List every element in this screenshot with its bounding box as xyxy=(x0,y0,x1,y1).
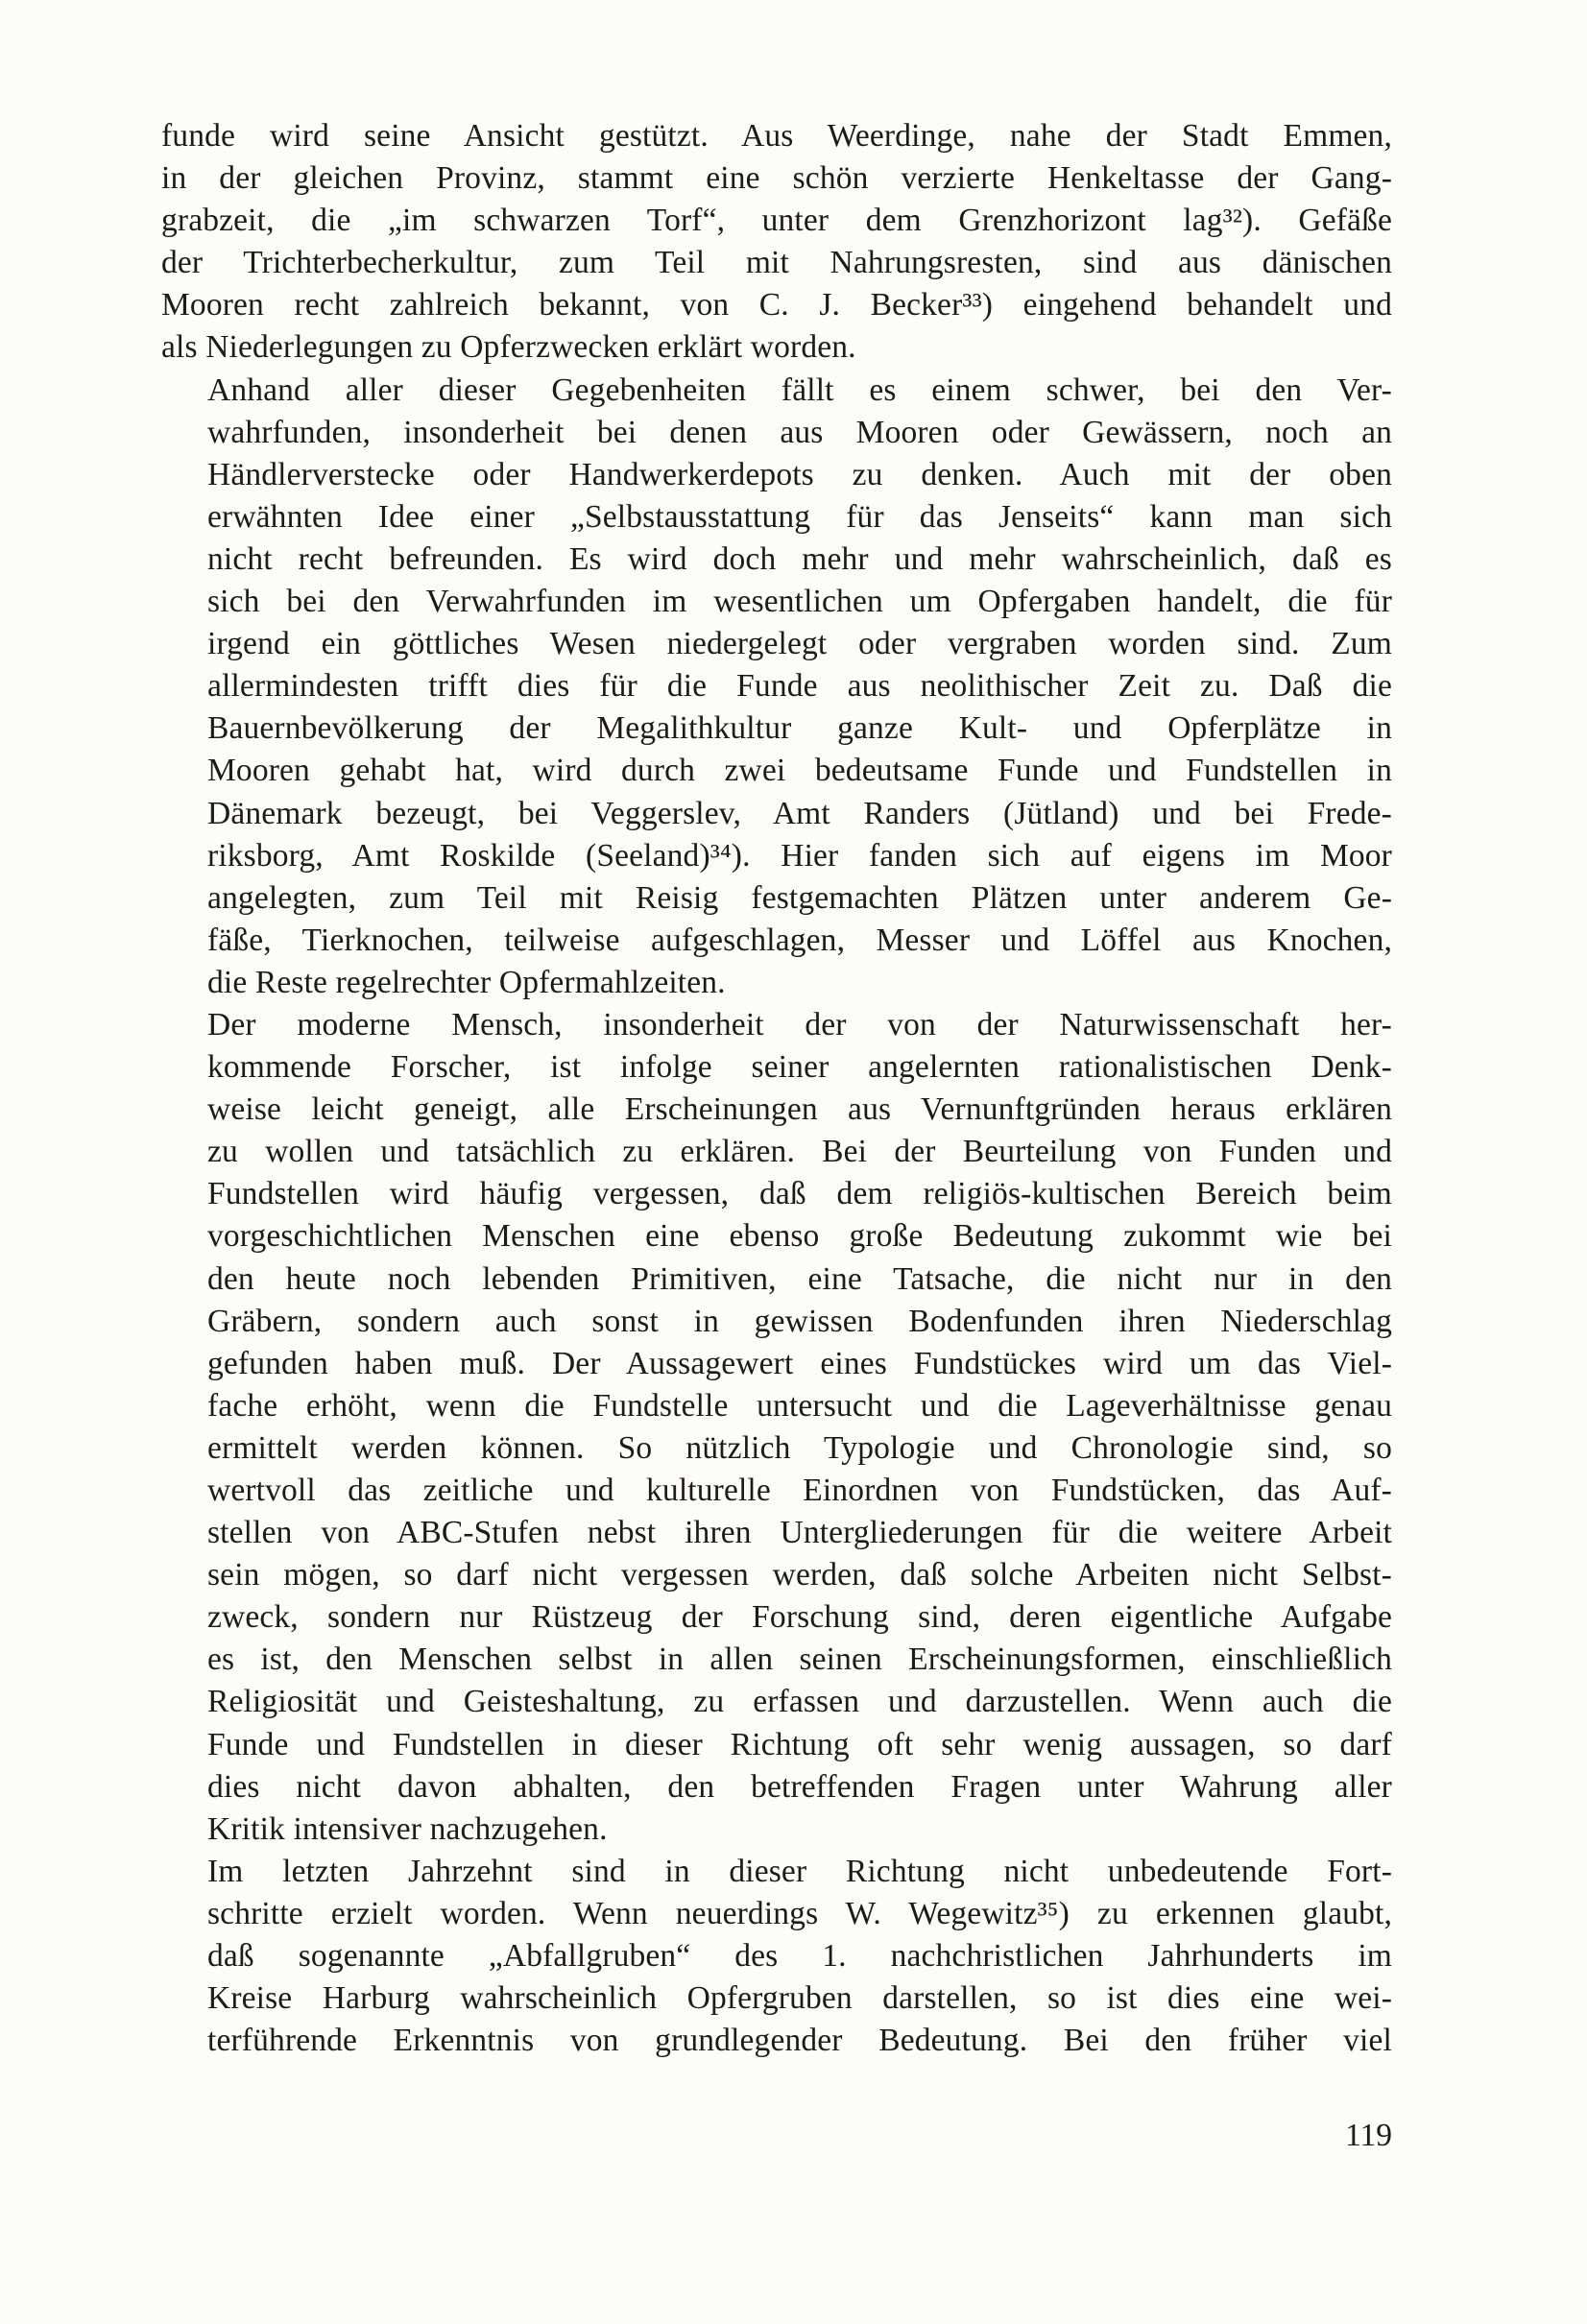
paragraph xyxy=(161,1004,1392,1851)
body-text xyxy=(161,115,1392,2062)
text-line: Dänemark bezeugt, bei Veggerslev, Amt Randers (Jütland) und bei Frede- xyxy=(207,795,1392,831)
text-line: Kritik intensiver nachzugehen. xyxy=(207,1810,608,1847)
text-line: allermindesten trifft dies für die Funde aus neolithischer Zeit zu. Daß die xyxy=(207,668,1392,705)
text-line: die Reste regelrechter Opfermahlzeiten. xyxy=(207,964,726,1000)
text-line: Mooren gehabt hat, wird durch zwei bedeutsame Funde und Fundstellen in xyxy=(207,753,1392,789)
text-line: terführende Erkenntnis von grundlegender Bedeutung. Bei den früher viel xyxy=(207,2023,1392,2059)
text-line: Fundstellen wird häufig vergessen, daß dem religiös-kultischen Bereich beim xyxy=(207,1176,1392,1212)
text-line: sich bei den Verwahrfunden im wesentlichen um Opfergaben handelt, die für xyxy=(207,584,1392,620)
text-line: daß sogenannte „Abfallgruben“ des 1. nachchristlichen Jahrhunderts im xyxy=(207,1938,1392,1975)
text-line: vorgeschichtlichen Menschen eine ebenso große Bedeutung zukommt wie bei xyxy=(207,1218,1392,1255)
text-line: in der gleichen Provinz, stammt eine schön verzierte Henkeltasse der Gang- xyxy=(161,160,1392,197)
text-line: den heute noch lebenden Primitiven, eine Tatsache, die nicht nur in den xyxy=(207,1260,1392,1297)
page-body xyxy=(161,115,1392,2189)
text-line: fache erhöht, wenn die Fundstelle untersucht und die Lageverhältnisse genau xyxy=(207,1387,1392,1424)
text-line: als Niederlegungen zu Opferzwecken erklärt worden. xyxy=(161,329,856,366)
text-line: stellen von ABC-Stufen nebst ihren Untergliederungen für die weitere Arbeit xyxy=(207,1515,1392,1551)
text-line: wertvoll das zeitliche und kulturelle Einordnen von Fundstücken, das Auf- xyxy=(207,1473,1392,1508)
text-line: ermittelt werden können. So nützlich Typologie und Chronologie sind, so xyxy=(207,1429,1392,1466)
text-line: grabzeit, die „im schwarzen Torf“, unter dem Grenzhorizont lag³²). Gefäße xyxy=(161,203,1392,239)
text-line: es ist, den Menschen selbst in allen seinen Erscheinungsformen, einschließlich xyxy=(207,1641,1392,1678)
text-line: zu wollen und tatsächlich zu erklären. Bei der Beurteilung von Funden und xyxy=(207,1134,1392,1170)
text-line: schritte erzielt worden. Wenn neuerdings W. Wegewitz³⁵) zu erkennen glaubt, xyxy=(207,1895,1392,1931)
paragraph xyxy=(161,1851,1392,2062)
text-line: der Trichterbecherkultur, zum Teil mit Nahrungsresten, sind aus dänischen xyxy=(161,245,1392,281)
text-line: erwähnten Idee einer „Selbstausstattung für das Jenseits“ kann man sich xyxy=(207,498,1392,535)
text-line: wahrfunden, insonderheit bei denen aus Mooren oder Gewässern, noch an xyxy=(207,414,1392,450)
text-line: Gräbern, sondern auch sonst in gewissen Bodenfunden ihren Niederschlag xyxy=(207,1303,1392,1339)
text-line: nicht recht befreunden. Es wird doch mehr und mehr wahrscheinlich, daß es xyxy=(207,540,1392,577)
text-line: angelegten, zum Teil mit Reisig festgemachten Plätzen unter anderem Ge- xyxy=(207,879,1392,916)
text-line: Anhand aller dieser Gegebenheiten fällt es einem schwer, bei den Ver- xyxy=(207,371,1392,408)
text-line: zweck, sondern nur Rüstzeug der Forschung sind, deren eigentliche Aufgabe xyxy=(207,1599,1392,1636)
text-line: weise leicht geneigt, alle Erscheinungen aus Vernunftgründen heraus erklären xyxy=(207,1091,1392,1128)
paragraph xyxy=(161,115,1392,370)
text-line: fäße, Tierknochen, teilweise aufgeschlagen, Messer und Löffel aus Knochen, xyxy=(207,922,1392,958)
text-line: funde wird seine Ansicht gestützt. Aus Weerdinge, nahe der Stadt Emmen, xyxy=(161,118,1392,154)
text-line: Im letzten Jahrzehnt sind in dieser Richtung nicht unbedeutende Fort- xyxy=(207,1853,1392,1889)
text-line: kommende Forscher, ist infolge seiner angelernten rationalistischen Denk- xyxy=(207,1049,1392,1086)
text-line: Der moderne Mensch, insonderheit der von der Naturwissenschaft her- xyxy=(207,1006,1392,1042)
text-line: Bauernbevölkerung der Megalithkultur ganze Kult- und Opferplätze in xyxy=(207,710,1392,747)
text-line: sein mögen, so darf nicht vergessen werden, daß solche Arbeiten nicht Selbst- xyxy=(207,1557,1392,1593)
text-line: Religiosität und Geisteshaltung, zu erfassen und darzustellen. Wenn auch die xyxy=(207,1684,1392,1720)
text-line: Funde und Fundstellen in dieser Richtung oft sehr wenig aussagen, so darf xyxy=(207,1726,1392,1762)
text-line: Händlerverstecke oder Handwerkerdepots zu denken. Auch mit der oben xyxy=(207,456,1392,492)
paragraph xyxy=(161,370,1392,1004)
page-number: 119 xyxy=(1344,2118,1392,2153)
text-line: riksborg, Amt Roskilde (Seeland)³⁴). Hier fanden sich auf eigens im Moor xyxy=(207,837,1392,874)
text-line: Kreise Harburg wahrscheinlich Opfergruben darstellen, so ist dies eine wei- xyxy=(207,1980,1392,2017)
text-line: irgend ein göttliches Wesen niedergelegt oder vergraben worden sind. Zum xyxy=(207,626,1392,662)
text-line: Mooren recht zahlreich bekannt, von C. J. Becker³³) eingehend behandelt und xyxy=(161,287,1392,323)
text-line: gefunden haben muß. Der Aussagewert eines Fundstückes wird um das Viel- xyxy=(207,1345,1392,1381)
text-line: dies nicht davon abhalten, den betreffenden Fragen unter Wahrung aller xyxy=(207,1768,1392,1805)
